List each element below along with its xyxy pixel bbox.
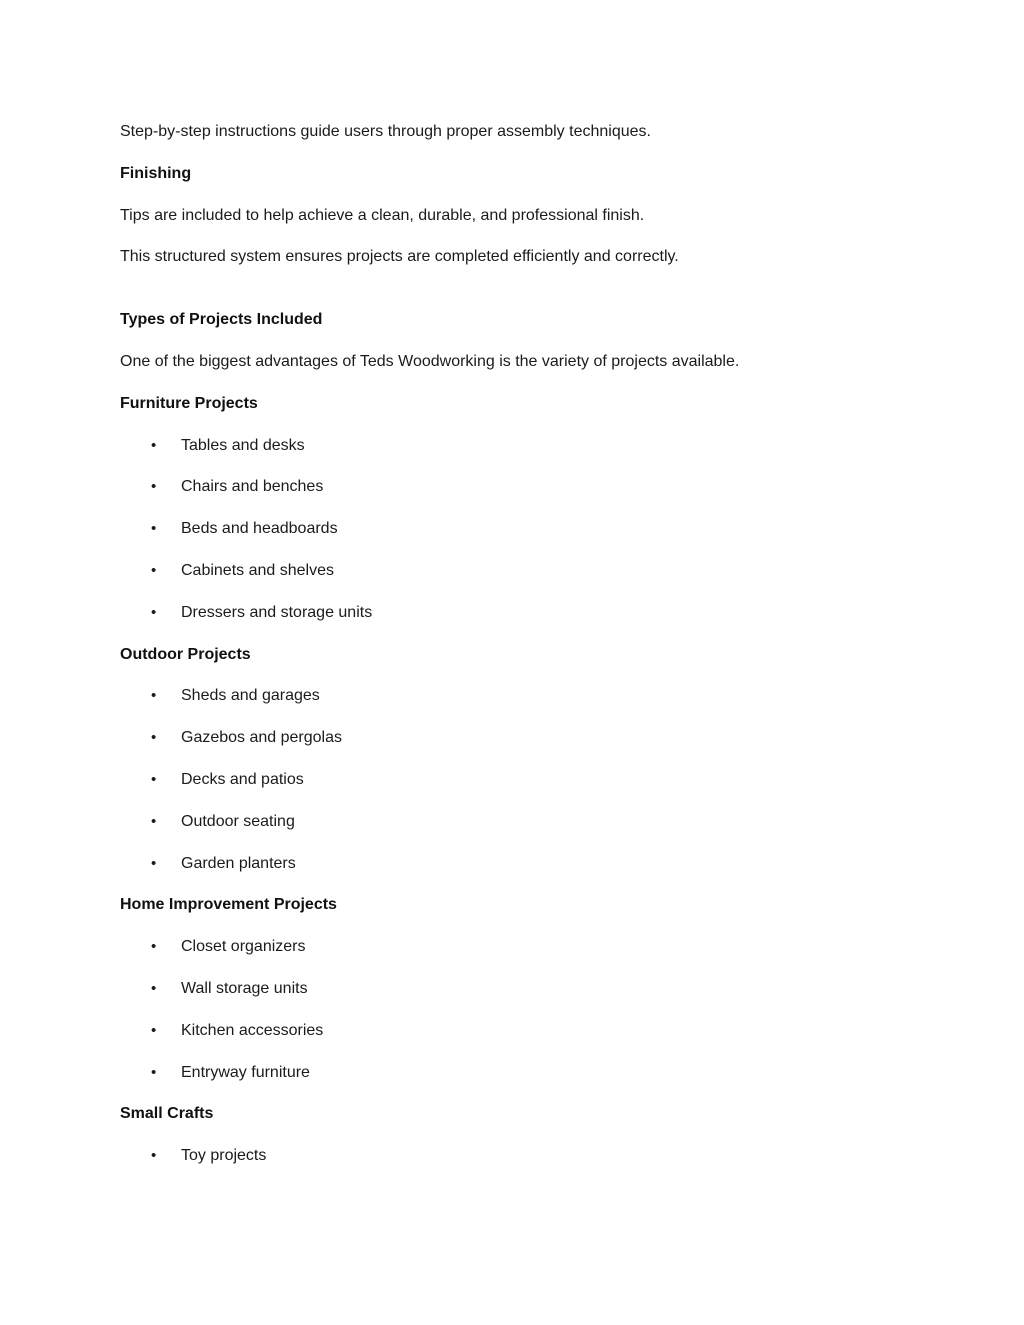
list-item-text: Tables and desks — [181, 436, 305, 454]
list-item — [120, 978, 914, 999]
heading-home-improvement-projects: Home Improvement Projects — [120, 896, 337, 914]
bullet-icon: • — [151, 520, 157, 538]
list-item — [120, 727, 914, 748]
bullet-icon: • — [151, 812, 157, 830]
paragraph-structured: This structured system ensures projects are completed efficiently and correctly. — [120, 248, 679, 266]
bullet-icon: • — [151, 770, 157, 788]
list-item — [120, 936, 914, 957]
list-item — [120, 518, 914, 539]
bullet-icon: • — [151, 1063, 157, 1081]
bullet-icon: • — [151, 729, 157, 747]
list-item — [120, 853, 914, 874]
bullet-icon: • — [151, 1147, 157, 1165]
list-item — [120, 1145, 914, 1166]
list-item-text: Outdoor seating — [181, 812, 295, 830]
list-item-text: Entryway furniture — [181, 1063, 310, 1081]
heading-types-of-projects: Types of Projects Included — [120, 311, 323, 329]
list-item-text: Kitchen accessories — [181, 1021, 324, 1039]
list-item-text: Cabinets and shelves — [181, 561, 334, 579]
list-item-text: Dressers and storage units — [181, 603, 373, 621]
bullet-icon: • — [151, 1021, 157, 1039]
list-item — [120, 1020, 914, 1041]
bullet-icon: • — [151, 938, 157, 956]
bullet-icon: • — [151, 561, 157, 579]
heading-finishing: Finishing — [120, 164, 192, 182]
list-item — [120, 560, 914, 581]
list-item-text: Decks and patios — [181, 770, 304, 788]
list-item — [120, 602, 914, 623]
paragraph-tips: Tips are included to help achieve a clean, durable, and professional finish. — [120, 206, 645, 224]
list-item — [120, 1062, 914, 1083]
bullet-icon: • — [151, 854, 157, 872]
list-item-text: Chairs and benches — [181, 478, 324, 496]
paragraph-assembly: Step-by-step instructions guide users through proper assembly techniques. — [120, 123, 651, 140]
list-item — [120, 769, 914, 790]
heading-outdoor-projects: Outdoor Projects — [120, 645, 251, 663]
bullet-icon: • — [151, 687, 157, 705]
list-item-text: Toy projects — [181, 1147, 267, 1165]
list-item — [120, 435, 914, 456]
list-item-text: Sheds and garages — [181, 687, 320, 705]
bullet-icon: • — [151, 979, 157, 997]
list-item-text: Wall storage units — [181, 979, 308, 997]
paragraph-types-lead: One of the biggest advantages of Teds Woodworking is the variety of projects available. — [120, 352, 740, 370]
list-item-text: Gazebos and pergolas — [181, 729, 342, 747]
heading-small-crafts: Small Crafts — [120, 1105, 214, 1123]
bullet-icon: • — [151, 436, 157, 454]
list-item-text: Garden planters — [181, 854, 296, 872]
list-item — [120, 811, 914, 832]
list-item-text: Closet organizers — [181, 938, 306, 956]
bullet-icon: • — [151, 478, 157, 496]
list-item — [120, 476, 914, 497]
list-item-text: Beds and headboards — [181, 520, 338, 538]
heading-furniture-projects: Furniture Projects — [120, 394, 258, 412]
list-item — [120, 685, 914, 706]
bullet-icon: • — [151, 603, 157, 621]
